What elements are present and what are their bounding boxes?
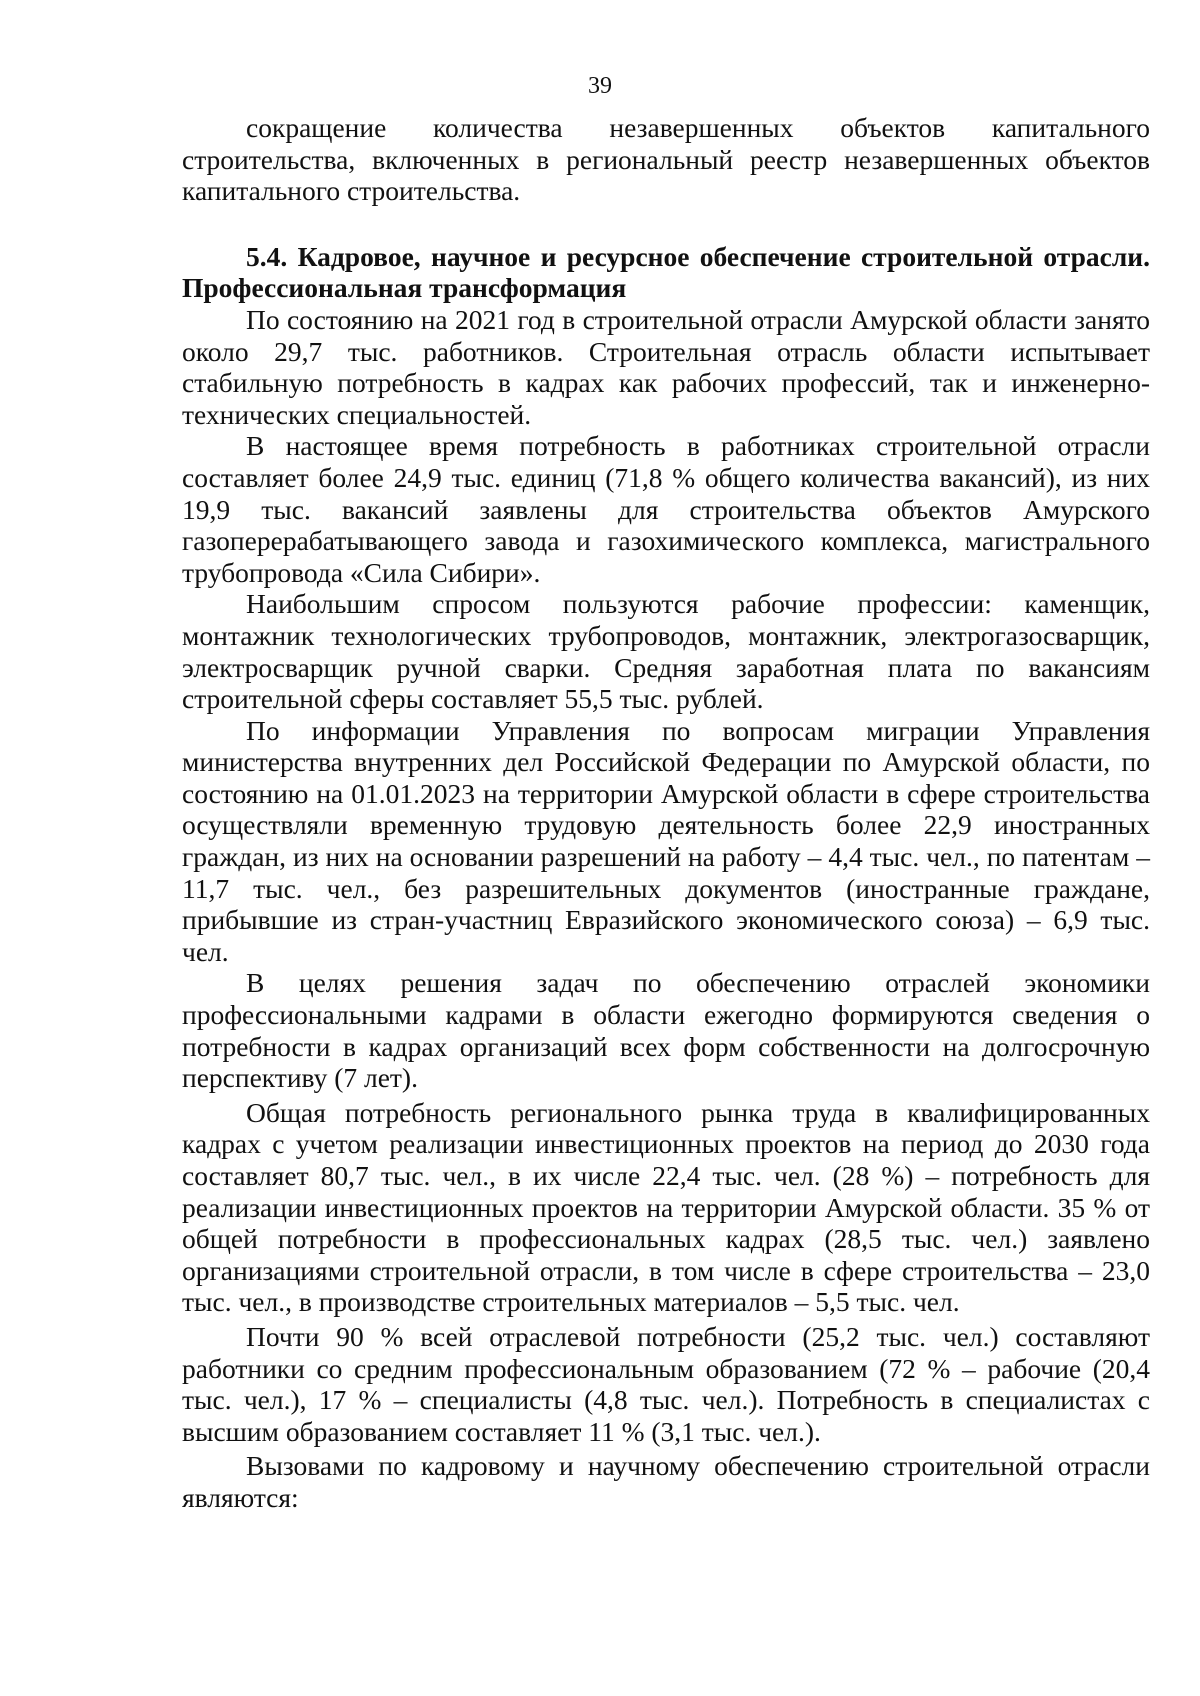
paragraph-continuation: сокращение количества незавершенных объектов капитального строительства, включенных в региональный реестр незавершенных объектов капитального строительства.	[182, 112, 1150, 207]
paragraph: В настоящее время потребность в работниках строительной отрасли составляет более 24,9 тыс. единиц (71,8 % общего количества вакансий), из них 19,9 тыс. вакансий заявлены для строительства объектов Амурского газоперерабатывающего завода и газохимического комплекса, магистрального трубопровода «Сила Сибири».	[182, 430, 1150, 588]
section-heading: 5.4. Кадровое, научное и ресурсное обеспечение строительной отрасли. Профессиональная трансформация	[182, 240, 1150, 304]
paragraph: По состоянию на 2021 год в строительной отрасли Амурской области занято около 29,7 тыс. работников. Строительная отрасль области испытывает стабильную потребность в кадрах как рабочих профессий, так и инженерно-технических специальностей.	[182, 303, 1150, 430]
page-body	[182, 112, 1150, 1514]
paragraph: В целях решения задач по обеспечению отраслей экономики профессиональными кадрами в области ежегодно формируются сведения о потребности в кадрах организаций всех форм собственности на долгосрочную перспективу (7 лет).	[182, 967, 1150, 1094]
paragraph: Наибольшим спросом пользуются рабочие профессии: каменщик, монтажник технологических трубопроводов, монтажник, электрогазосварщик, электросварщик ручной сварки. Средняя заработная плата по вакансиям строительной сферы составляет 55,5 тыс. рублей.	[182, 588, 1150, 715]
paragraph: Вызовами по кадровому и научному обеспечению строительной отрасли являются:	[182, 1450, 1150, 1513]
paragraph: Общая потребность регионального рынка труда в квалифицированных кадрах с учетом реализации инвестиционных проектов на период до 2030 года составляет 80,7 тыс. чел., в их числе 22,4 тыс. чел. (28 %) – потребность для реализации инвестиционных проектов на территории Амурской области. 35 % от общей потребности в профессиональных кадрах (28,5 тыс. чел.) заявлено организациями строительной отрасли, в том числе в сфере строительства – 23,0 тыс. чел., в производстве строительных материалов – 5,5 тыс. чел.	[182, 1096, 1150, 1318]
page-number: 39	[588, 73, 612, 99]
paragraph: Почти 90 % всей отраслевой потребности (25,2 тыс. чел.) составляют работники со средним профессиональным образованием (72 % – рабочие (20,4 тыс. чел.), 17 % – специалисты (4,8 тыс. чел.). Потребность в специалистах с высшим образованием составляет 11 % (3,1 тыс. чел.).	[182, 1320, 1150, 1447]
paragraph: По информации Управления по вопросам миграции Управления министерства внутренних дел Российской Федерации по Амурской области, по состоянию на 01.01.2023 на территории Амурской области в сфере строительства осуществляли временную трудовую деятельность более 22,9 иностранных граждан, из них на основании разрешений на работу – 4,4 тыс. чел., по патентам – 11,7 тыс. чел., без разрешительных документов (иностранные граждане, прибывшие из стран-участниц Евразийского экономического союза) – 6,9 тыс. чел.	[182, 714, 1150, 967]
